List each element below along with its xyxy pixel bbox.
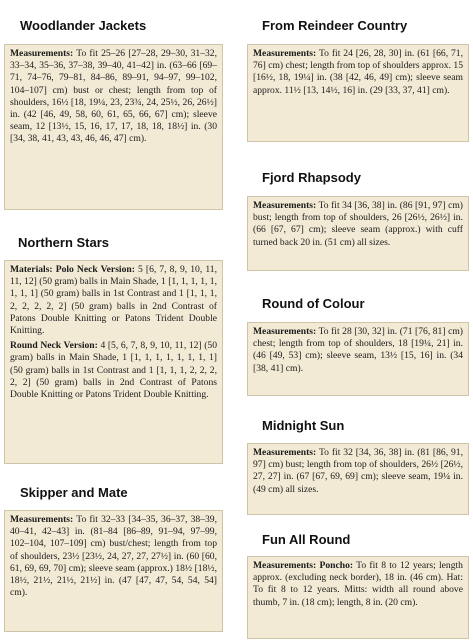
heading-midnight-sun: Midnight Sun: [262, 418, 345, 433]
skipper-and-mate-box: [4, 510, 223, 632]
heading-woodlander-jackets: Woodlander Jackets: [20, 18, 147, 33]
para-label: Round Neck Version:: [10, 340, 98, 352]
para-label: Measurements:: [253, 326, 317, 337]
heading-round-of-colour: Round of Colour: [262, 296, 365, 311]
round-neck-paragraph: [10, 340, 217, 401]
para-text: 5 [6, 7, 8, 9, 10, 11, 11, 12] (50 gram) balls in Main Shade, 1 [1, 1, 1, 1, 1, 1, 1, 1] (50 gram) balls in 1st Contrast and 1 [1, 1, 1, 2, 2, 2, 2, 2] (50 gram) balls in 2nd Contrast of Patons Double Knitting or Patons Trident Double Knitting.: [10, 264, 217, 337]
measurements-paragraph: [253, 560, 463, 609]
para-text: To fit 32 [34, 36, 38] in. (81 [86, 91, 97] cm) bust; length from top of shoulders, 26½ [26½, 27, 27] in. (67 [67, 69, 69] cm); sleeve seam, 19¼ in. (49 cm) all sizes.: [253, 447, 463, 495]
fun-all-round-box: [247, 556, 469, 639]
para-text: 4 [5, 6, 7, 8, 9, 10, 11, 12] (50 gram) balls in Main Shade, 1 [1, 1, 1, 1, 1, 1, 1, 1] (50 gram) balls in 1st Contrast and 1 [1, 1, 1, 2, 2, 2, 2, 2] (50 gram) balls in 2nd Contrast of Patons Double Knitting or Patons Trident Double Knitting.: [10, 340, 217, 401]
para-label: Measurements:: [253, 200, 317, 211]
para-label: Measurements:: [253, 48, 317, 59]
round-of-colour-box: [247, 322, 469, 396]
para-label: Measurements: Poncho:: [253, 560, 354, 571]
heading-fun-all-round: Fun All Round: [262, 532, 351, 547]
para-label: Measurements:: [253, 447, 317, 458]
heading-fjord-rhapsody: Fjord Rhapsody: [262, 170, 361, 185]
heading-skipper-and-mate: Skipper and Mate: [20, 485, 128, 500]
measurements-paragraph: [10, 514, 217, 599]
para-label: Materials: Polo Neck Version:: [10, 264, 135, 275]
para-text: To fit 8 to 12 years; length approx. (excluding neck border), 18 in. (46 cm). Hat: To fit 8 to 12 years. Mitts: width all round above thumb, 7 in. (18 cm); length, 8 in. (20 cm).: [253, 560, 463, 608]
para-text: To fit 25–26 [27–28, 29–30, 31–32, 33–34, 35–36, 37–38, 39–40, 41–42] in. (63–66 [69–71, 74–76, 79–81, 84–86, 89–91, 94–97, 99–102, 104–107] cm) bust or chest; length from top of shoulders, 16½ [18, 19¼, 23, 23¾, 24, 25½, 26, 26½] in. (42 [46, 49, 58, 60, 61, 65, 66, 67] cm); sleeve seam, 12 [13½, 15, 16, 17, 17, 18, 18, 18½] in. (30 [34, 38, 41, 43, 43, 46, 46, 47] cm).: [10, 48, 217, 145]
measurements-paragraph: [253, 326, 463, 375]
measurements-paragraph: [10, 48, 217, 146]
reindeer-country-box: [247, 44, 469, 142]
midnight-sun-box: [247, 443, 469, 515]
heading-from-reindeer-country: From Reindeer Country: [262, 18, 408, 33]
measurements-paragraph: [253, 48, 463, 97]
northern-stars-box: [4, 260, 223, 464]
heading-northern-stars: Northern Stars: [18, 235, 110, 250]
para-label: Measurements:: [10, 514, 74, 525]
measurements-paragraph: [253, 447, 463, 496]
para-text: To fit 28 [30, 32] in. (71 [76, 81] cm) chest; length from top of shoulders, 18 [19¼, 21] in. (46 [49, 53] cm); sleeve seam, 13½ [15, 16] in. (34 [38, 41] cm).: [253, 326, 463, 374]
para-text: To fit 24 [26, 28, 30] in. (61 [66, 71, 76] cm) chest; length from top of shoulders approx. 15 [16½, 18, 19¼] in. (38 [42, 46, 49] cm); sleeve seam approx. 11½ [13, 14½, 16] in. (29 [33, 37, 41] cm).: [253, 48, 463, 96]
woodlander-jackets-box: [4, 44, 223, 210]
para-text: To fit 34 [36, 38] in. (86 [91, 97] cm) bust; length from top of shoulders, 26 [26½, 26½] in. (66 [67, 67] cm); sleeve seam (approx.) with cuff turned back 20 in. (51 cm) all sizes.: [253, 200, 463, 248]
fjord-rhapsody-box: [247, 196, 469, 271]
materials-paragraph: [10, 264, 217, 337]
measurements-paragraph: [253, 200, 463, 249]
para-label: Measurements:: [10, 48, 74, 59]
para-text: To fit 32–33 [34–35, 36–37, 38–39, 40–41, 42–43] in. (81–84 [86–89, 91–94, 97–99, 102–104, 107–109] cm) bust/chest; length from top of shoulders, 23½ [23½, 24, 27, 27, 27½] in. (60 [60, 61, 69, 69, 70] cm); sleeve seam (approx.) 18½ [18½, 18½, 21½, 21½, 21½] in. (47 [47, 47, 54, 54, 54] cm).: [10, 514, 217, 599]
